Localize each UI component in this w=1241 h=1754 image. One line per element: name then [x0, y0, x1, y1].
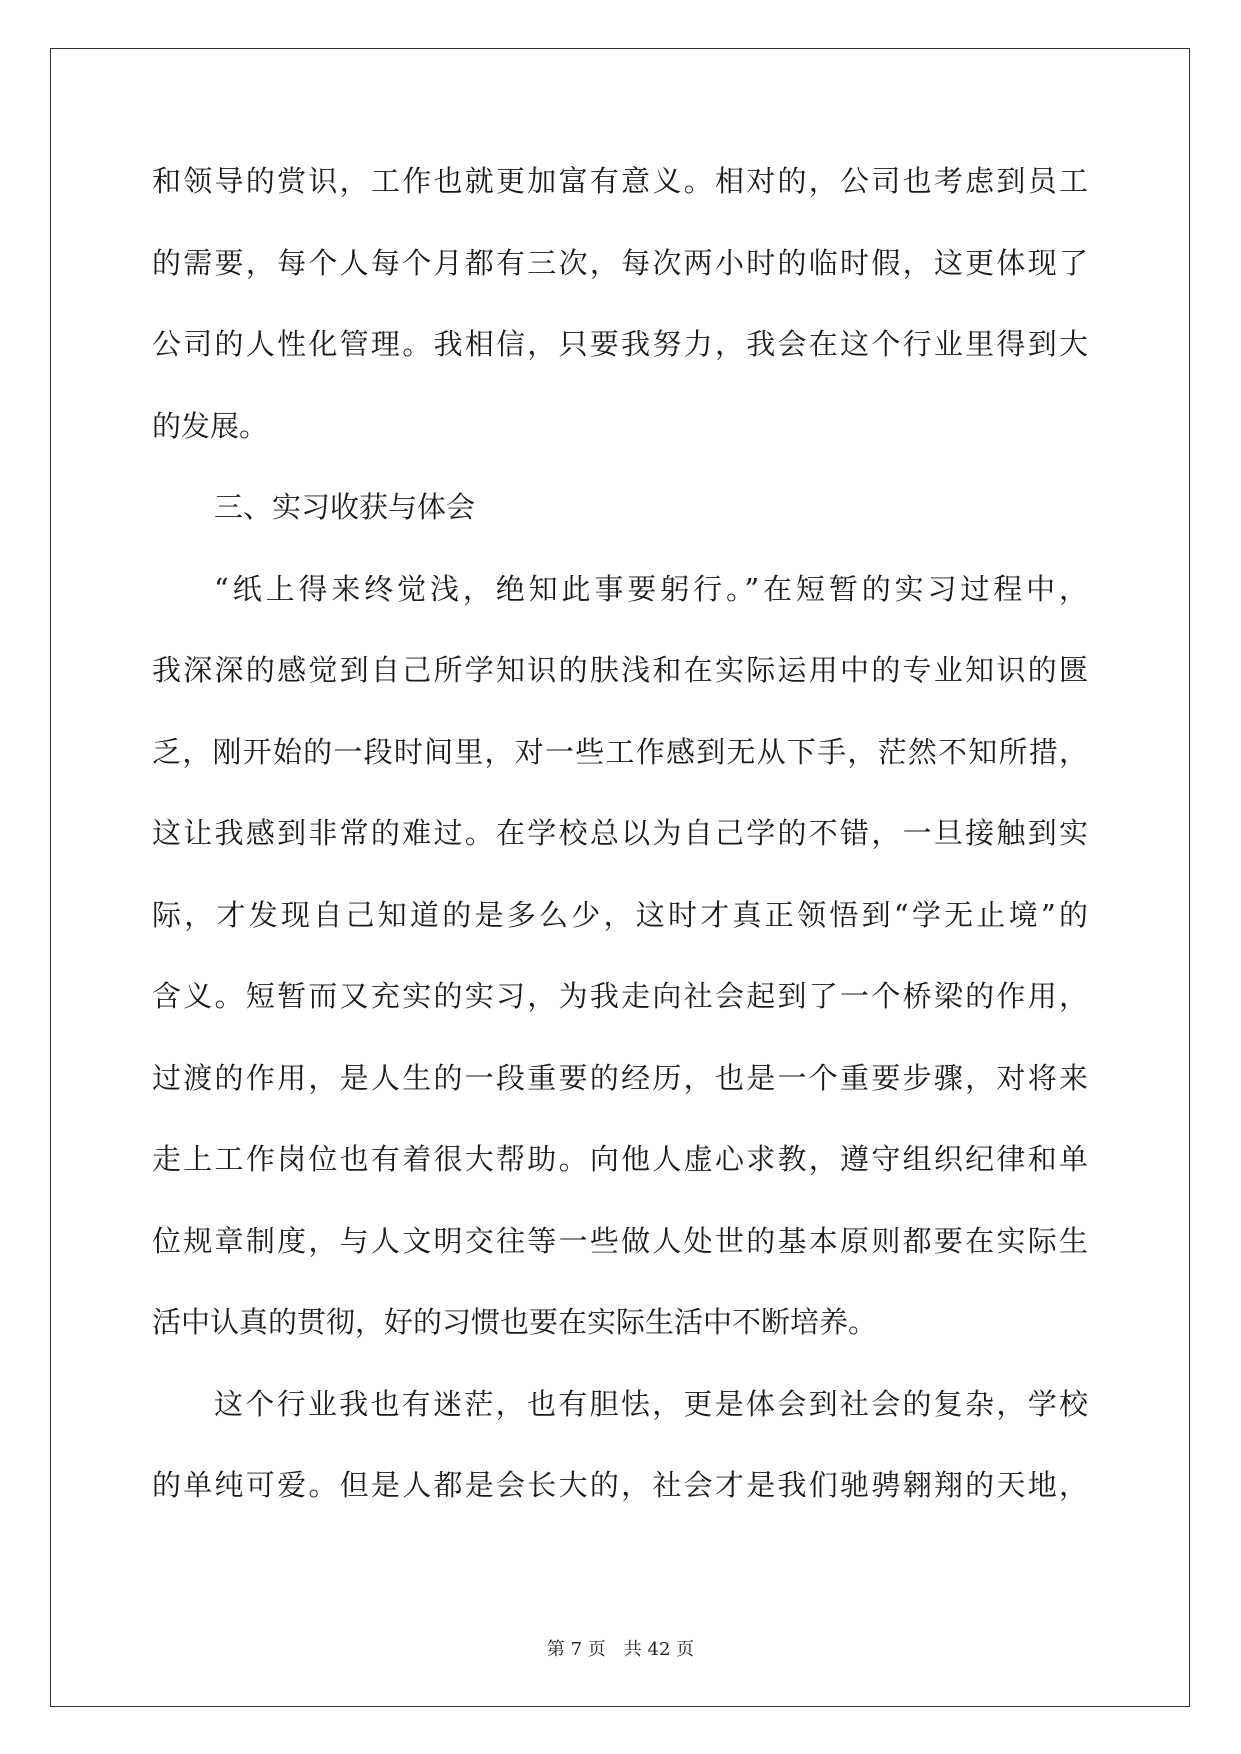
text-line: 和领导的赏识，工作也就更加富有意义。相对的，公司也考虑到员工	[152, 164, 1088, 198]
text-line: 含义。短暂而又充实的实习，为我走向社会起到了一个桥梁的作用，	[152, 979, 1088, 1013]
text-line: 的单纯可爱。但是人都是会长大的，社会才是我们驰骋翱翔的天地，	[152, 1468, 1088, 1502]
text-line: 走上工作岗位也有着很大帮助。向他人虚心求教，遵守组织纪律和单	[152, 1142, 1088, 1176]
text-line: 活中认真的贯彻，好的习惯也要在实际生活中不断培养。	[152, 1305, 878, 1339]
text-line: 三、实习收获与体会	[214, 490, 476, 524]
page-number-footer: 第 7 页 共 42 页	[546, 1639, 695, 1660]
text-line: “纸上得来终觉浅，绝知此事要躬行。”在短暂的实习过程中，	[214, 571, 1088, 606]
text-line: 我深深的感觉到自己所学知识的肤浅和在实际运用中的专业知识的匮	[152, 653, 1088, 687]
text-line: 的发展。	[152, 408, 269, 443]
text-line: 乏，刚开始的一段时间里，对一些工作感到无从下手，茫然不知所措，	[152, 734, 1088, 769]
text-line: 这个行业我也有迷茫，也有胆怯，更是体会到社会的复杂，学校	[214, 1386, 1088, 1421]
document-body	[152, 160, 1088, 1546]
text-line: 公司的人性化管理。我相信，只要我努力，我会在这个行业里得到大	[152, 327, 1088, 361]
text-line: 位规章制度，与人文明交往等一些做人处世的基本原则都要在实际生	[152, 1223, 1088, 1258]
text-line: 的需要，每个人每个月都有三次，每次两小时的临时假，这更体现了	[152, 245, 1088, 280]
text-line: 过渡的作用，是人生的一段重要的经历，也是一个重要步骤，对将来	[152, 1060, 1088, 1095]
text-line: 这让我感到非常的难过。在学校总以为自己学的不错，一旦接触到实	[152, 816, 1088, 850]
text-line: 际，才发现自己知道的是多么少，这时才真正领悟到“学无止境”的	[152, 897, 1088, 932]
